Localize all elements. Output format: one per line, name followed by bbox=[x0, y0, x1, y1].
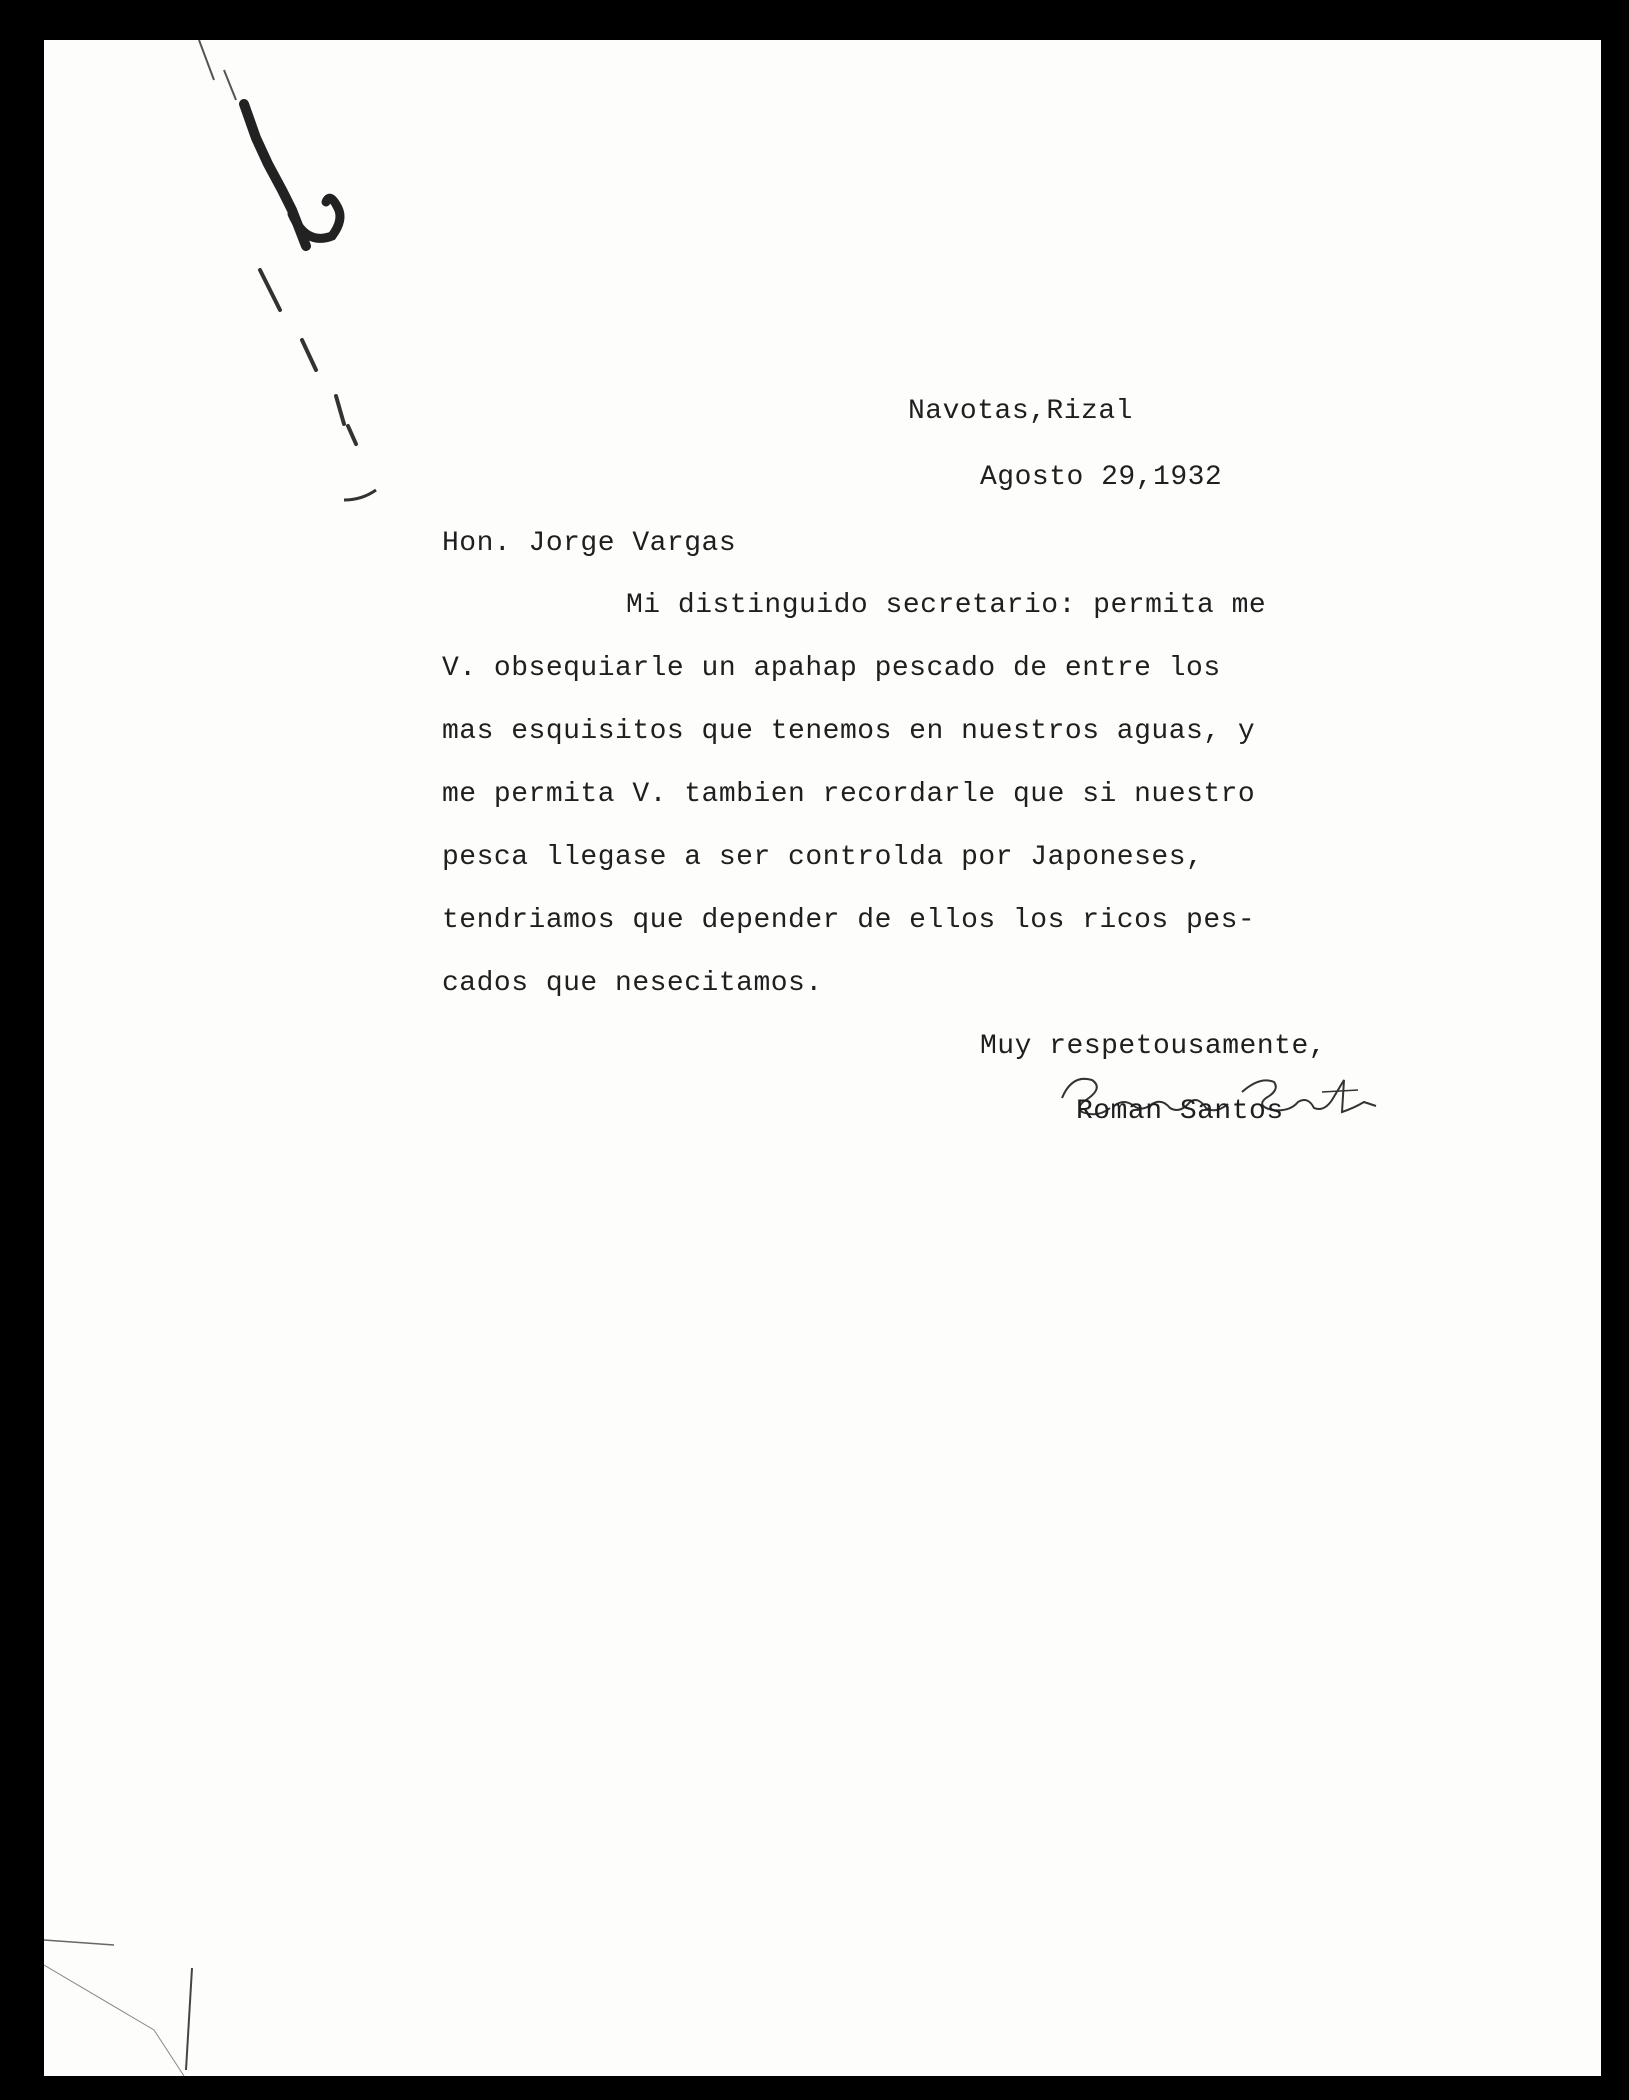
ink-smudge-marks bbox=[44, 40, 1601, 2076]
date-line: Agosto 29,1932 bbox=[980, 462, 1223, 493]
letter-page bbox=[44, 40, 1601, 2076]
body-line: Mi distinguido secretario: permita me bbox=[626, 590, 1267, 621]
body-line: pesca llegase a ser controlda por Japoneses, bbox=[442, 842, 1204, 873]
signer-name: Roman Santos bbox=[1076, 1096, 1284, 1127]
body-line: tendriamos que depender de ellos los ricos pes- bbox=[442, 905, 1256, 936]
place-line: Navotas,Rizal bbox=[908, 396, 1133, 427]
body-line: me permita V. tambien recordarle que si nuestro bbox=[442, 779, 1256, 810]
closing-line: Muy respetousamente, bbox=[980, 1031, 1327, 1062]
salutation: Hon. Jorge Vargas bbox=[442, 528, 737, 559]
body-line: V. obsequiarle un apahap pescado de entre los bbox=[442, 653, 1221, 684]
body-line: mas esquisitos que tenemos en nuestros aguas, y bbox=[442, 716, 1256, 747]
body-line: cados que nesecitamos. bbox=[442, 968, 823, 999]
